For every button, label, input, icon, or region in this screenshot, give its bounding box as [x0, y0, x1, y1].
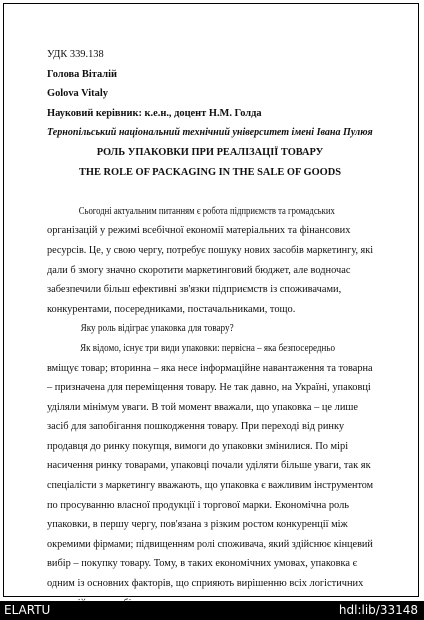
body-line: уділяли мінімум уваги. В той момент вважали, що упаковка – це лише [47, 401, 358, 413]
body-line: окремими фірмами; підвищенням ролі споживача, який здійснює кінцевий [47, 538, 373, 550]
body-line: засіб для запобігання пошкодження товару. При переході від ринку [47, 421, 345, 433]
body-line: Яку роль відіграє упаковка для товару? [80, 323, 234, 335]
body-line: одним із основних факторів, що сприяють вирішенню всіх логістичних [47, 578, 364, 590]
body-line: Сьогодні актуальним питанням є робота підприємств та громадських [78, 205, 335, 217]
body-text [47, 202, 373, 613]
handle-id: hdl:lib/33148 [338, 603, 418, 617]
university: Тернопільський національний технічний університет імені Івана Пулюя [47, 127, 373, 139]
author-ua: Голова Віталій [47, 68, 117, 80]
body-line: конкурентами, посередниками, постачальниками, тощо. [47, 303, 296, 315]
body-line: Як відомо, існує три види упаковки: первісна – яка безпосередньо [80, 342, 335, 354]
body-line: – призначена для переміщення товару. Не так давно, на Україні, упаковці [47, 382, 371, 394]
supervisor: Науковий керівник: к.е.н., доцент Н.М. Голда [47, 107, 262, 119]
body-line: упаковки, в першу чергу, пов'язана з різким ростом конкуренції між [47, 519, 348, 531]
body-line: дали б змогу значно скоротити маркетинговий бюджет, але водночас [47, 264, 351, 276]
body-line: ресурсів. Це, у свою чергу, потребує пошуку нових засобів маркетингу, які [47, 244, 374, 256]
spacer [47, 182, 373, 202]
body-line: по просуванню власної продукції і торгової марки. Економічна роль [47, 499, 349, 511]
body-line: вибір – покупку товару. Тому, в таких економічних умовах, упаковка є [47, 558, 358, 570]
body-line: вміщує товар; вторинна – яка несе інформаційне навантаження та товарна [47, 362, 373, 374]
footer-bar [0, 601, 424, 620]
author-en: Golova Vitaly [47, 88, 108, 100]
udk-code: УДК 339.138 [47, 49, 104, 60]
paper-content [47, 45, 373, 613]
body-line: організацій у режимі всебічної економії матеріальних та фінансових [47, 225, 351, 237]
body-line: насичення ринку товарами, упаковці почали уділяти більше уваги, так як [47, 460, 371, 472]
title-ua: РОЛЬ УПАКОВКИ ПРИ РЕАЛІЗАЦІЇ ТОВАРУ [96, 146, 324, 158]
title-en: THE ROLE OF PACKAGING IN THE SALE OF GOODS [78, 166, 342, 178]
repository-name: ELARTU [4, 603, 51, 617]
body-line: забезпечили більш ефективні зв'язки підприємств із споживачами, [47, 284, 342, 296]
body-line: продавця до ринку покупця, вимоги до упаковки змінилися. По мірі [47, 440, 349, 452]
body-line: спеціалісти з маркетингу вважають, що упаковка є важливим інструментом [47, 480, 374, 492]
